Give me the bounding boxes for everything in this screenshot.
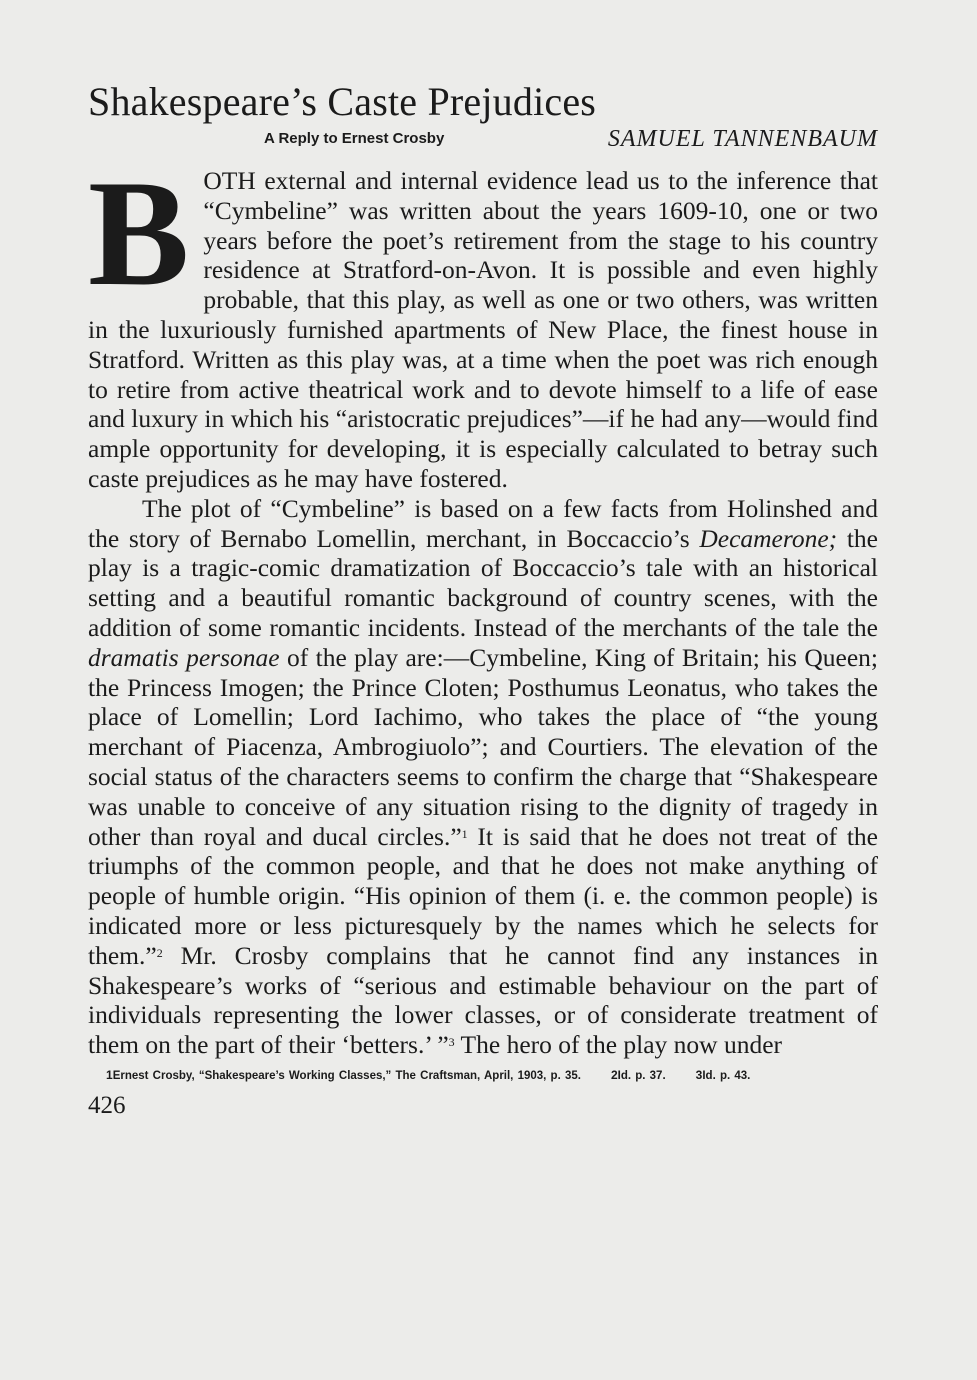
article-subtitle: A Reply to Ernest Crosby <box>264 130 445 147</box>
paragraph-2-text-c: of the play are:—Cymbeline, King of Britain; his Queen; the Princess Imogen; the Prince Cloten; Posthumus Leonatus, who takes the place of Lomellin; Lord Iachimo, who takes the place of “the young merchant of Piacenza, Ambrogiuolo”; and Courtiers. The elevation of the social status of the characters seems to confirm the charge that “Shakespeare was unable to conceive of any situation rising to the dignity of tragedy in other than royal and ducal circles.” <box>88 642 879 851</box>
paragraph-2-text-f: The hero of the play now under <box>454 1030 783 1060</box>
page-number: 426 <box>88 1091 126 1119</box>
drop-cap: B <box>88 149 190 317</box>
paragraph-2-italic-dramatis: dramatis personae <box>88 642 280 672</box>
page <box>88 70 878 1120</box>
paragraph-2-text-b: the play is a tragic-comic dramatization of Boccaccio’s tale with an historical setting and a beautiful romantic background of country scenes, with the addition of some romantic incidents. Instead of the merchants of the tale the <box>88 523 879 642</box>
paragraph-2-italic-decamerone: Decamerone; <box>699 523 838 553</box>
footnote-ref-2: 2 <box>156 945 163 960</box>
byline-row <box>88 126 878 160</box>
footnote-3-number: 3 <box>695 1067 703 1082</box>
footnote-ref-1: 1 <box>461 826 468 841</box>
footnote-3-text: Id. p. 43. <box>702 1069 751 1082</box>
paragraph-2-text-d: It is said that he does not treat of the triumphs of the common people, and that he does not make anything of people of humble origin. “His opinion of them (i. e. the common people) is indicated more or less picturesquely by the names which he selects for them.” <box>88 821 878 970</box>
footnote-1-number: 1 <box>106 1067 113 1082</box>
paragraph-2-text-a: The plot of “Cymbeline” is based on a few facts from Holinshed and the story of Bernabo Lomellin, merchant, in Boccaccio’s <box>88 493 878 553</box>
author-name: SAMUEL TANNENBAUM <box>607 126 878 152</box>
footnote-1-text: Ernest Crosby, “Shakespeare’s Working Classes,” The Craftsman, April, 1903, p. 35. <box>112 1069 581 1082</box>
paragraph-1-text: OTH external and internal evidence lead us to the inference that “Cymbeline” was written about the years 1609-10, one or two years before the poet’s retirement from the stage to his country residence at Stratford-on-Avon. It is possible and even highly probable, that this play, as well as one or two others, was written in the luxuriously furnished apartments of New Place, the finest house in Stratford. Written as this play was, at a time when the poet was rich enough to retire from active theatrical work and to devote himself to a life of ease and luxury in which his “aristocratic prejudices”—if he had any—would find ample opportunity for developing, it is especially calculated to betray such caste prejudices as he may have fostered. <box>88 166 878 493</box>
footnotes <box>88 1067 878 1084</box>
footnote-2-text: Id. p. 37. <box>617 1069 666 1082</box>
footnote-2-number: 2 <box>610 1067 618 1082</box>
paragraph-2 <box>88 494 878 1060</box>
paragraph-2-text-e: Mr. Crosby complains that he cannot find any instances in Shakespeare’s works of “serious and estimable behaviour on the part of individuals representing the lower classes, or of considerate treatment of them on the part of their ‘betters.’ ” <box>88 940 878 1060</box>
paragraph-1 <box>88 149 878 494</box>
article-title: Shakespeare’s Caste Prejudices <box>88 79 597 124</box>
footnote-ref-3: 3 <box>448 1035 455 1050</box>
